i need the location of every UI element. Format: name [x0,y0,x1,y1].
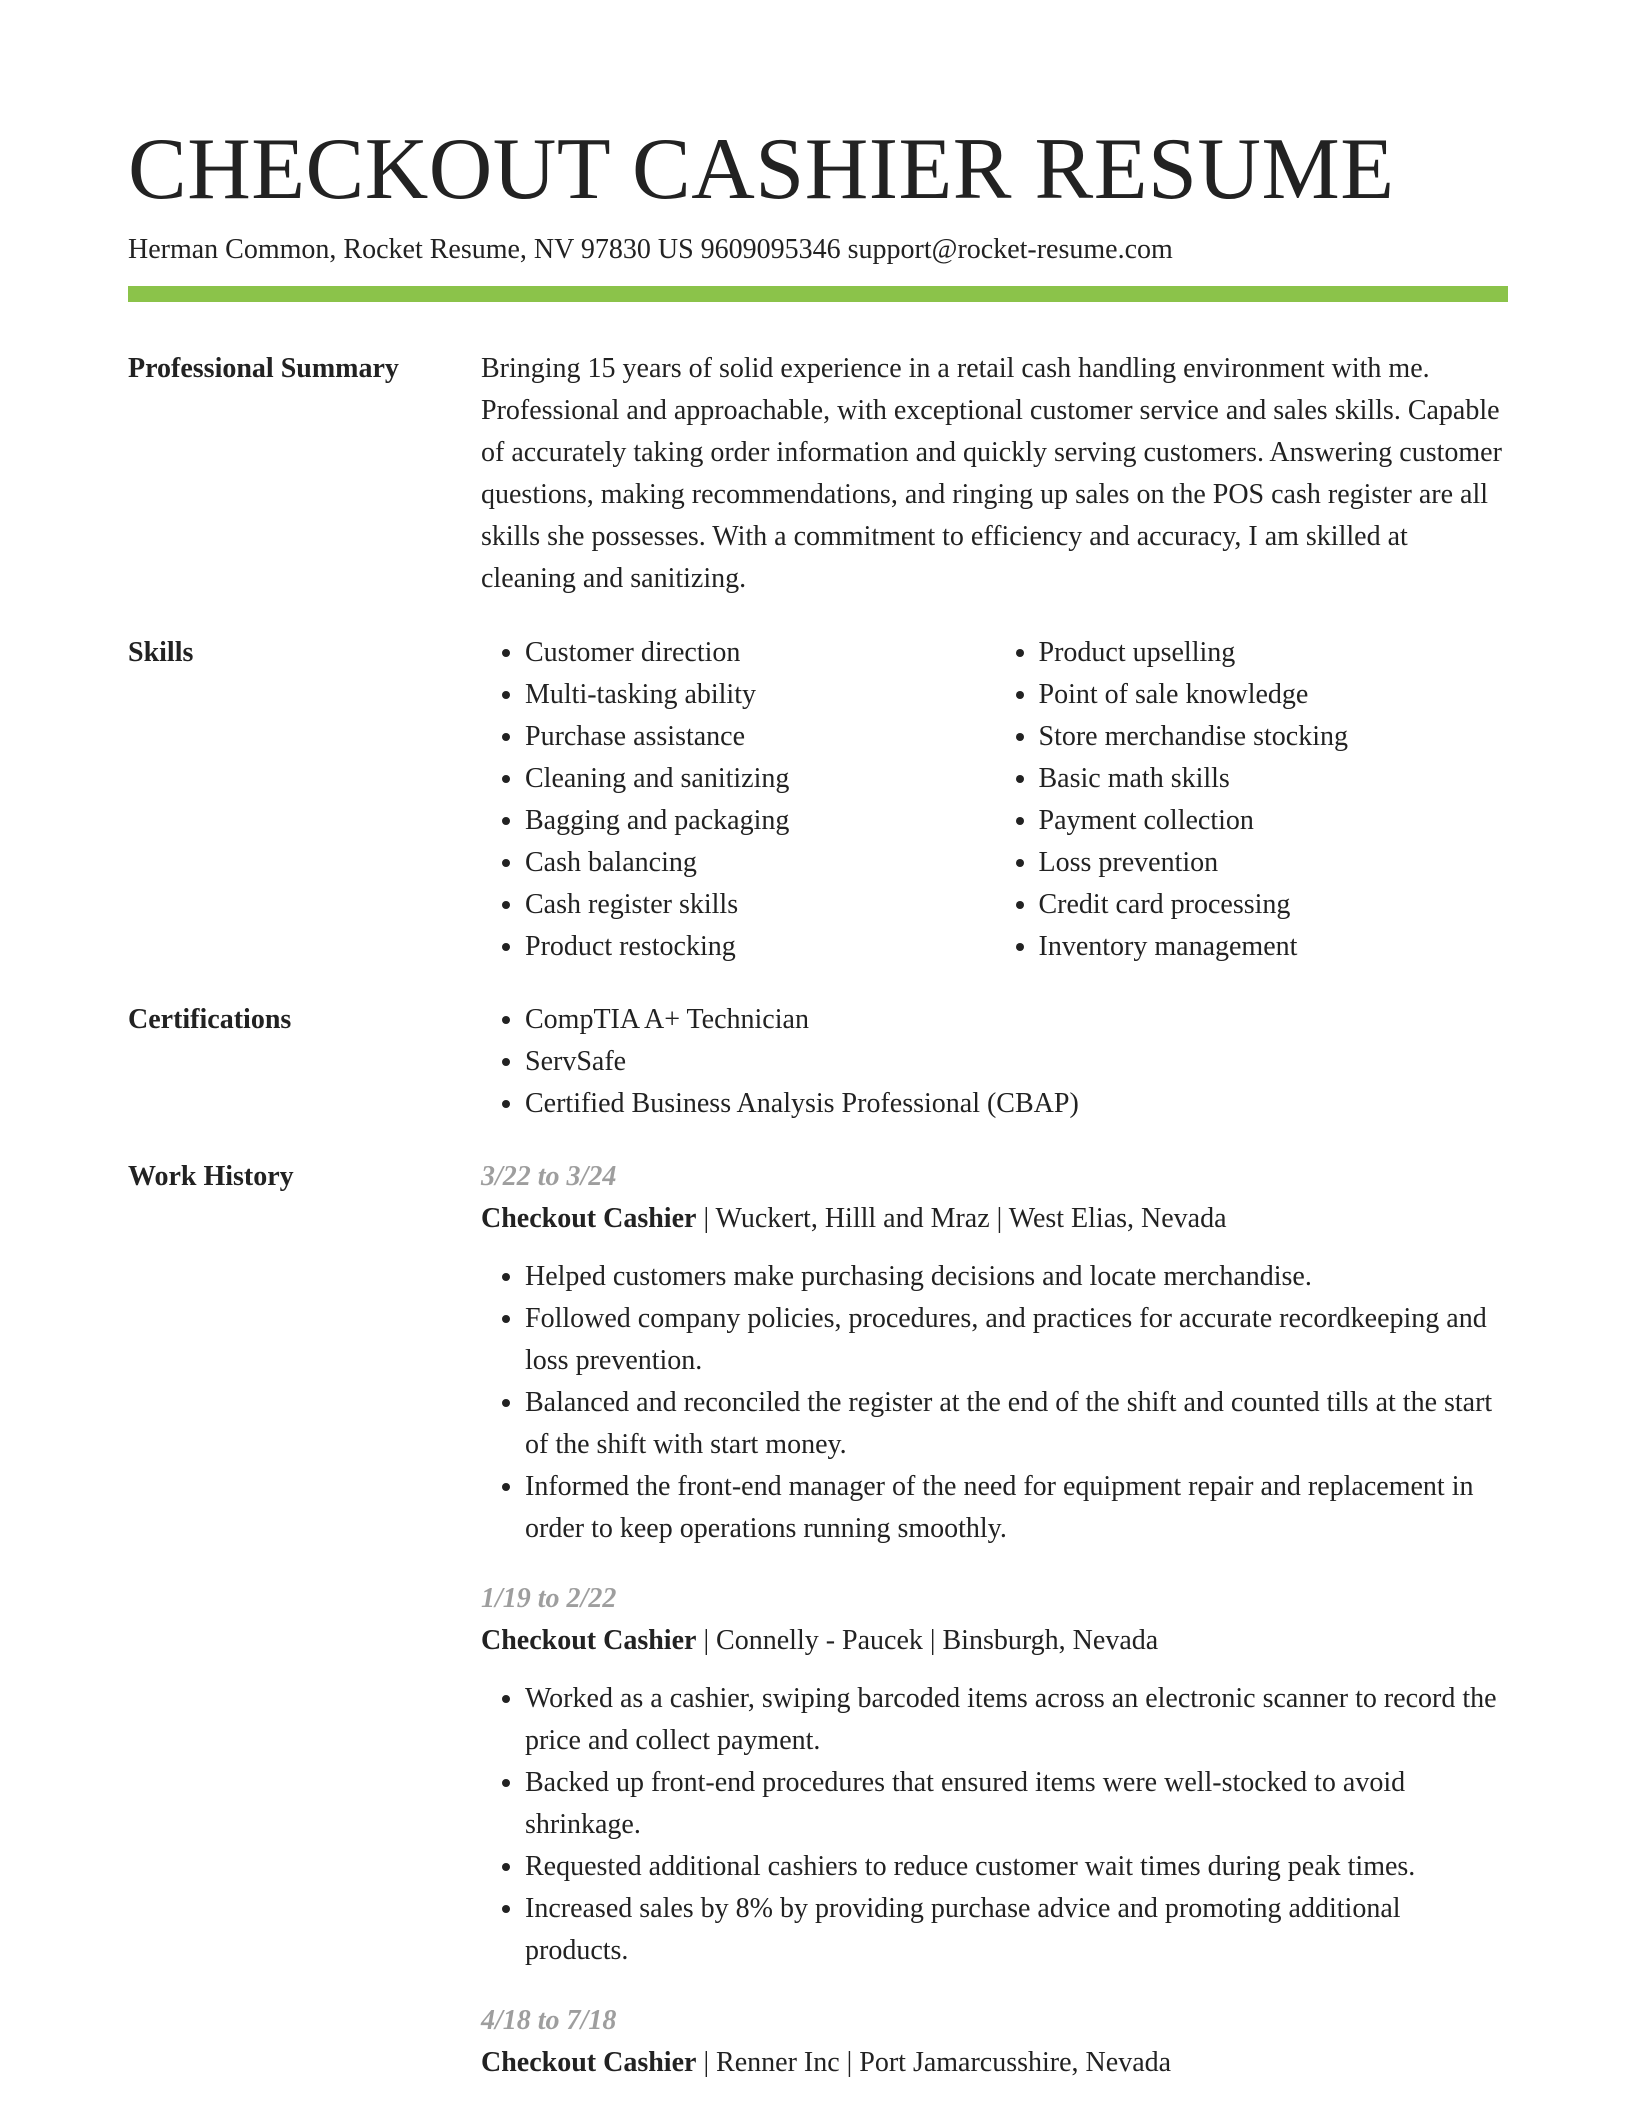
summary-label: Professional Summary [128,353,399,384]
job-heading [481,2042,1508,2084]
skill-item: • Payment collection [1039,800,1509,842]
skill-item: • Cash balancing [525,842,995,884]
job-bullet: • Requested additional cashiers to reduce customer wait times during peak times. [525,1846,1508,1888]
skill-item: • Store merchandise stocking [1039,716,1509,758]
skills-list-right [995,632,1509,968]
header-divider [128,286,1508,302]
job-details: | Connelly - Paucek | Binsburgh, Nevada [696,1625,1159,1656]
job-entry [481,1156,1508,1550]
skill-item: • Point of sale knowledge [1039,674,1509,716]
resume-title: CHECKOUT CASHIER RESUME [128,121,1395,218]
job-heading [481,1198,1508,1240]
skill-item: • Basic math skills [1039,758,1509,800]
skill-item: • Loss prevention [1039,842,1509,884]
job-bullet: • Backed up front-end procedures that ensured items were well-stocked to avoid shrinkage. [525,1762,1508,1846]
job-dates: 4/18 to 7/18 [481,2005,617,2036]
certification-item: • Certified Business Analysis Professional (CBAP) [525,1083,1508,1125]
skill-item: • Credit card processing [1039,884,1509,926]
job-details: | Wuckert, Hilll and Mraz | West Elias, Nevada [696,1203,1227,1234]
job-bullets [481,1678,1508,1972]
job-heading [481,1620,1508,1662]
certifications-list [481,999,1508,1125]
skills-label: Skills [128,637,194,668]
job-dates: 1/19 to 2/22 [481,1583,617,1614]
skill-item: • Product upselling [1039,632,1509,674]
skill-item: • Customer direction [525,632,995,674]
job-bullet: • Informed the front-end manager of the need for equipment repair and replacement in order to keep operations running smoothly. [525,1466,1508,1550]
skill-item: • Cash register skills [525,884,995,926]
skills-list-left [481,632,995,968]
summary-text: Bringing 15 years of solid experience in a retail cash handling environment with me. Professional and approachable, with exceptional customer service and sales skills. Capable of accurately taking order information and quickly serving customers. Answering customer questions, making recommendations, and ringing up sales on the POS cash register are all skills she possesses. With a commitment to efficiency and accuracy, I am skilled at cleaning and sanitizing. [481,353,1502,594]
job-bullet: • Increased sales by 8% by providing purchase advice and promoting additional products. [525,1888,1508,1972]
job-bullet: • Followed company policies, procedures, and practices for accurate recordkeeping and loss prevention. [525,1298,1508,1382]
skill-item: • Cleaning and sanitizing [525,758,995,800]
certification-item: • CompTIA A+ Technician [525,999,1508,1041]
certifications-label: Certifications [128,1004,292,1035]
certification-item: • ServSafe [525,1041,1508,1083]
job-entry [481,1578,1508,1972]
job-bullet: • Helped customers make purchasing decisions and locate merchandise. [525,1256,1508,1298]
job-dates: 3/22 to 3/24 [481,1161,617,1192]
job-bullet: • Balanced and reconciled the register at the end of the shift and counted tills at the start of the shift with start money. [525,1382,1508,1466]
skill-item: • Purchase assistance [525,716,995,758]
skill-item: • Multi-tasking ability [525,674,995,716]
job-entry [481,2000,1508,2084]
work-history-label: Work History [128,1161,294,1192]
job-role: Checkout Cashier [481,2047,697,2078]
job-role: Checkout Cashier [481,1625,697,1656]
contact-line: Herman Common, Rocket Resume, NV 97830 US 9609095346 support@rocket-resume.com [128,234,1173,265]
job-bullet: • Worked as a cashier, swiping barcoded items across an electronic scanner to record the price and collect payment. [525,1678,1508,1762]
skill-item: • Bagging and packaging [525,800,995,842]
job-role: Checkout Cashier [481,1203,697,1234]
job-bullets [481,1256,1508,1550]
skill-item: • Inventory management [1039,926,1509,968]
job-details: | Renner Inc | Port Jamarcusshire, Nevada [696,2047,1172,2078]
skill-item: • Product restocking [525,926,995,968]
